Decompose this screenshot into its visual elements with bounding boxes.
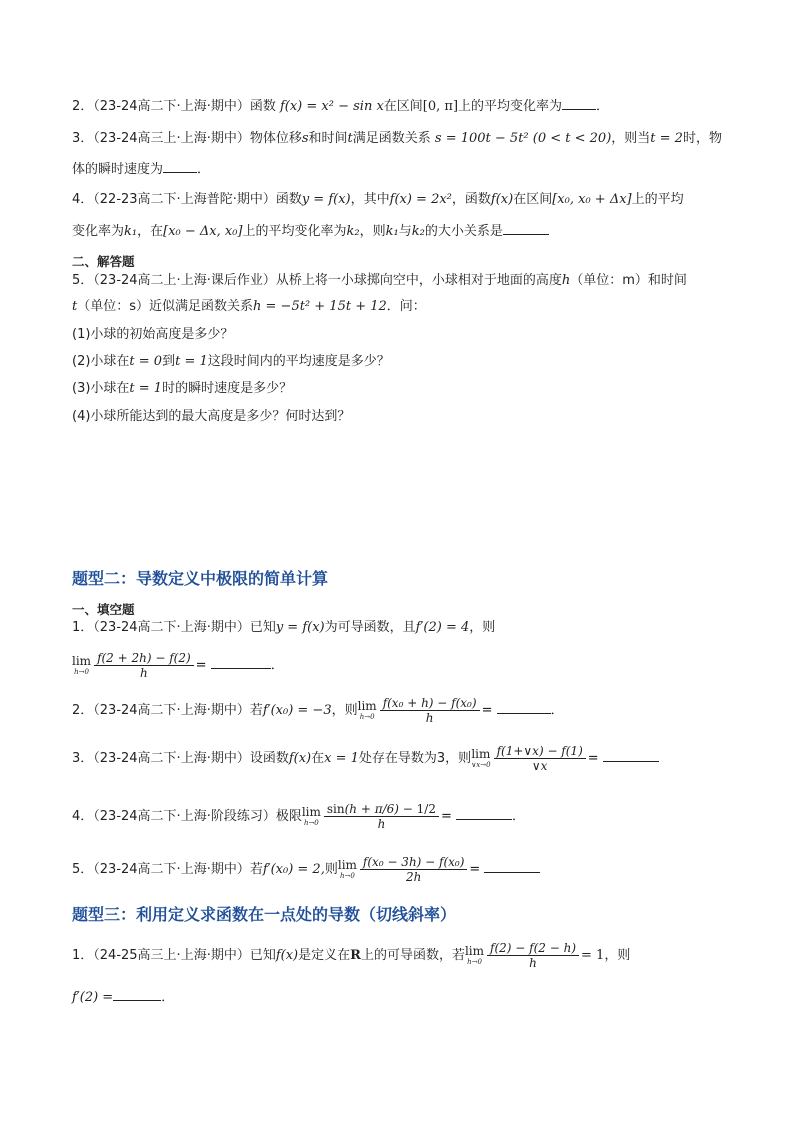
question-3-line2: 体的瞬时速度为 ． [72, 162, 211, 177]
subsection-title: 二、解答题 [72, 254, 135, 269]
question-5-line2: t（单位：s）近似满足函数关系h = −5t² + 15t + 12．问： [72, 299, 426, 314]
question-5: 5．（23-24高二上·上海·课后作业）从桥上将一小球掷向空中，小球相对于地面的高度h（单位：m）和时间 [72, 273, 687, 288]
s2-question-1: 1．（23-24高二下·上海·期中）已知y = f(x)为可导函数，且f′(2) = 4，则 [72, 620, 496, 635]
section-heading: 题型三：利用定义求函数在一点处的导数（切线斜率） [72, 905, 457, 924]
answer-blank [503, 222, 549, 235]
answer-blank [456, 807, 512, 820]
answer-blank [484, 860, 540, 873]
answer-blank [113, 988, 161, 1001]
fraction: $\frac{f(2) - f(2 - h)}{h}$ [487, 941, 579, 970]
answer-blank [211, 656, 271, 669]
limit: lim h→0 [464, 944, 485, 966]
answer-blank [603, 749, 659, 762]
question-5-part3: (3)小球在t = 1时的瞬时速度是多少？ [72, 381, 293, 396]
s2-question-4: 4．（23-24高二下·上海·阶段练习）极限 lim h→0 $\frac{\sin(h + \pi/6) - 1/2}{h}$ = ． [72, 802, 526, 831]
answer-blank [562, 97, 596, 110]
fraction: $\frac{f(1+\vee x) - f(1)}{\vee x}$ [494, 744, 586, 773]
limit: lim h→0 [337, 858, 357, 880]
s3-question-1: 1．（24-25高三上·上海·期中）已知f(x)是定义在R上的可导函数，若 lim h→0 $\frac{f(2) - f(2 - h)}{h}$ = 1，则 [72, 941, 631, 970]
limit: lim h→0 [72, 654, 92, 676]
question-5-part2: (2)小球在t = 0到t = 1这段时间内的平均速度是多少？ [72, 354, 390, 369]
fraction: $\frac{\text{f(x₀ + h) − f(x₀)}}{h}$ [380, 696, 480, 725]
question-5-part1: (1)小球的初始高度是多少？ [72, 327, 234, 342]
s2-question-1-expr: lim h→0 $\frac{f(2 + 2h) - f(2)}{h}$ = ． [72, 651, 284, 680]
question-2: 2．（23-24高二下·上海·期中）函数 f(x) = x² − sin x在区间[0, π]上的平均变化率为 ． [72, 99, 610, 114]
limit: lim ∨x→0 [471, 747, 491, 769]
question-4-line2: 变化率为k₁，在[x₀ − Δx, x₀]上的平均变化率为k₂，则k₁与k₂的大小关系是 [72, 222, 549, 241]
s2-question-3: 3．（23-24高二下·上海·期中）设函数f(x)在x = 1处存在导数为3，则 lim ∨x→0 $\frac{f(1+\vee x) - f(1)}{\vee x}$ = [72, 743, 659, 775]
question-4: 4．（22-23高二下·上海普陀·期中）函数y = f(x)，其中f(x) = 2x²，函数f(x)在区间[x₀, x₀ + Δx]上的平均 [72, 192, 684, 207]
s2-question-2: 2．（23-24高二下·上海·期中）若f′(x₀) = −3，则 lim h→0 $\frac{\text{f(x₀ + h) − f(x₀)}}{h}$ = ． [72, 696, 564, 725]
s2-question-5: 5．（23-24高二下·上海·期中）若f′(x₀) = 2,则 lim h→0 $\frac{\text{f(x₀ − 3h) − f(x₀)}}{2h}$ = [72, 854, 540, 886]
limit: lim h→0 [301, 805, 321, 827]
fraction: $\frac{\text{f(x₀ − 3h) − f(x₀)}}{2h}$ [360, 855, 468, 884]
fraction: $\frac{\sin(h + \pi/6) - 1/2}{h}$ [324, 802, 439, 831]
answer-blank [163, 160, 197, 173]
fraction: $\frac{f(2 + 2h) - f(2)}{h}$ [94, 651, 194, 680]
question-3: 3．（23-24高三上·上海·期中）物体位移s和时间t满足函数关系 s = 100t − 5t² (0 < t < 20)，则当t = 2时，物 [72, 131, 722, 146]
answer-blank [497, 701, 551, 714]
subsection-title: 一、填空题 [72, 602, 135, 617]
s3-question-1-line2: f′(2) = ． [72, 990, 175, 1005]
question-5-part4: (4)小球所能达到的最大高度是多少？何时达到？ [72, 409, 351, 424]
limit: lim h→0 [357, 699, 377, 721]
section-heading: 题型二：导数定义中极限的简单计算 [72, 569, 329, 588]
